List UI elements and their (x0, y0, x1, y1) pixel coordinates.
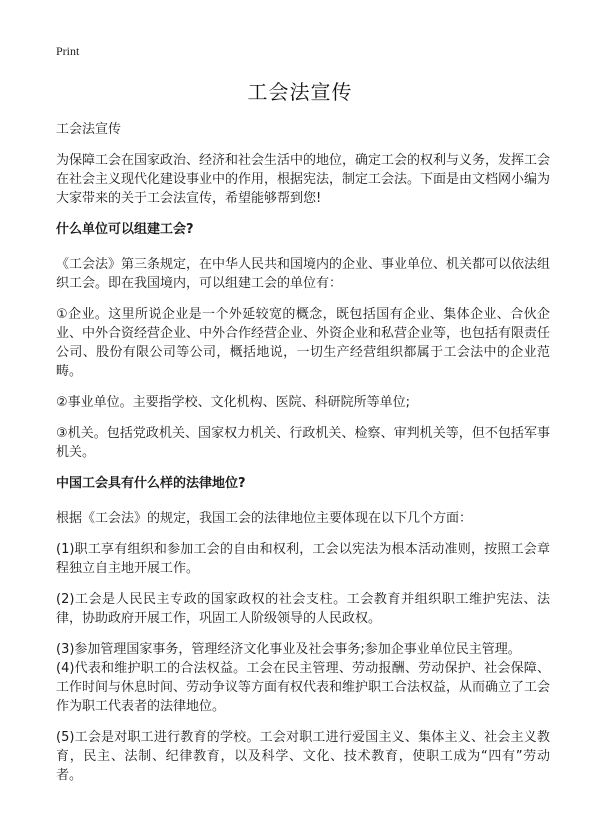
section2-paragraph: 根据《工会法》的规定，我国工会的法律地位主要体现在以下几个方面： (56, 511, 473, 526)
section1-paragraph: 《工会法》第三条规定，在中华人民共和国境内的企业、事业单位、机关都可以依法组织工会。即在我国境内，可以组建工会的单位有： (56, 257, 551, 291)
section2-item-5: (5)工会是对职工进行教育的学校。工会对职工进行爱国主义、集体主义、社会主义教育，民主、法制、纪律教育，以及科学、文化、技术教育，使职工成为“四有”劳动者。 (56, 730, 550, 783)
section1-item-institution: ②事业单位。主要指学校、文化机构、医院、科研院所等单位; (56, 395, 411, 410)
section2-item-2: (2)工会是人民民主专政的国家政权的社会支柱。工会教育并组织职工维护宪法、法律，协助政府开展工作，巩固工人阶级领导的人民政权。 (56, 592, 550, 626)
section1-item-organ: ③机关。包括党政机关、国家权力机关、行政机关、检察、审判机关等，但不包括军事机关。 (56, 426, 550, 460)
document-body (56, 120, 550, 797)
section2-item-1: (1)职工享有组织和参加工会的自由和权利，工会以宪法为根本活动准则，按照工会章程独立自主地开展工作。 (56, 542, 550, 576)
section2-item-3: (3)参加管理国家事务，管理经济文化事业及社会事务;参加企事业单位民主管理。 (56, 642, 521, 657)
section1-heading: 什么单位可以组建工会? (56, 222, 194, 237)
section1-item-enterprise: ①企业。这里所说企业是一个外延较宽的概念，既包括国有企业、集体企业、合伙企业、中外合资经营企业、中外合作经营企业、外资企业和私营企业等，也包括有限责任公司、股份有限公司等公司，概括地说，一切生产经营组织都属于工会法中的企业范畴。 (56, 307, 551, 379)
section2-heading: 中国工会具有什么样的法律地位? (56, 476, 246, 491)
intro-paragraph: 为保障工会在国家政治、经济和社会生活中的地位，确定工会的权利与义务，发挥工会在社会主义现代化建设事业中的作用，根据宪法，制定工会法。下面是由文档网小编为大家带来的关于工会法宣传，希望能够帮到您! (56, 153, 551, 206)
section2-item-4: (4)代表和维护职工的合法权益。工会在民主管理、劳动报酬、劳动保护、社会保障、工作时间与休息时间、劳动争议等方面有权代表和维护职工合法权益，从而确立了工会作为职工代表者的法律地位。 (56, 661, 551, 714)
document-subtitle: 工会法宣传 (56, 122, 122, 137)
print-link[interactable]: Print (56, 44, 80, 58)
page-title: 工会法宣传 (247, 80, 353, 104)
